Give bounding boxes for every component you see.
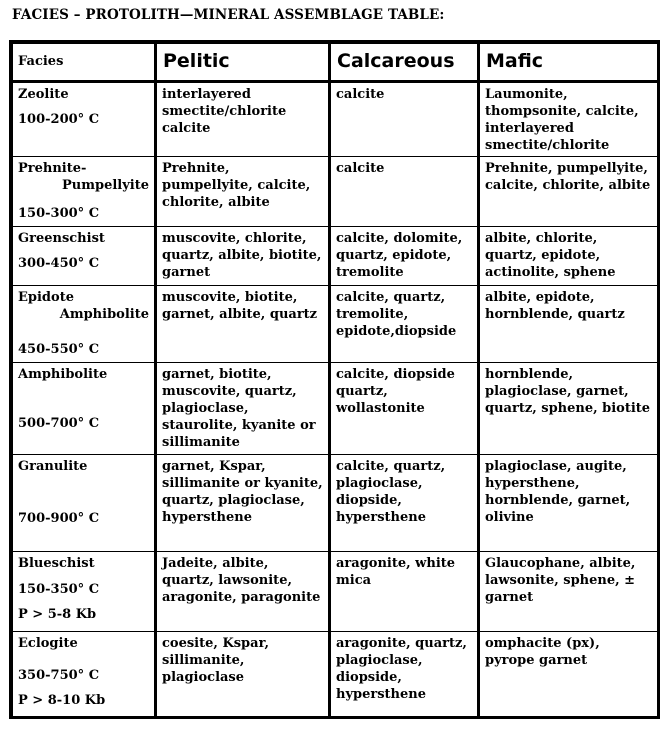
facies-cell [13,552,156,632]
facies-temperature: 500-700° C [18,416,100,431]
table-row [13,286,658,363]
pelitic-cell: interlayered smectite/chlorite calcite [156,82,330,157]
table-row [13,455,658,552]
facies-cell [13,455,156,552]
mafic-cell: plagioclase, augite, hypersthene, hornblende, garnet, olivine [479,455,658,552]
facies-name: Amphibolite [18,367,108,382]
facies-name: Prehnite- [18,161,87,176]
facies-name-continued: Pumpellyite [62,178,149,193]
facies-pressure: P > 8-10 Kb [18,693,106,708]
facies-temperature: 700-900° C [18,511,100,526]
facies-cell [13,286,156,363]
calcareous-cell: aragonite, white mica [330,552,479,632]
header-pelitic: Pelitic [156,44,330,82]
facies-table-frame [9,40,660,719]
pelitic-cell: muscovite, chlorite, quartz, albite, biotite, garnet [156,227,330,286]
table-row [13,632,658,718]
facies-cell [13,632,156,718]
table-row [13,157,658,227]
page-title: FACIES – PROTOLITH—MINERAL ASSEMBLAGE TABLE: [12,7,445,23]
table-row [13,227,658,286]
pelitic-cell: coesite, Kspar, sillimanite, plagioclase [156,632,330,718]
table-row [13,82,658,157]
facies-pressure: P > 5-8 Kb [18,607,97,622]
facies-temperature: 100-200° C [18,112,100,127]
calcareous-cell: calcite, quartz, plagioclase, diopside, hypersthene [330,455,479,552]
facies-name: Zeolite [18,87,69,102]
calcareous-cell: calcite [330,157,479,227]
facies-name-continued: Amphibolite [59,307,149,322]
facies-name: Blueschist [18,556,95,571]
table-row [13,363,658,455]
pelitic-cell: garnet, biotite, muscovite, quartz, plagioclase, staurolite, kyanite or sillimanite [156,363,330,455]
mafic-cell: albite, epidote, hornblende, quartz [479,286,658,363]
facies-table [12,43,658,718]
calcareous-cell: calcite, diopside quartz, wollastonite [330,363,479,455]
facies-cell [13,157,156,227]
header-calcareous: Calcareous [330,44,479,82]
pelitic-cell: Prehnite, pumpellyite, calcite, chlorite, albite [156,157,330,227]
calcareous-cell: aragonite, quartz, plagioclase, diopside, hypersthene [330,632,479,718]
mafic-cell: hornblende, plagioclase, garnet, quartz, sphene, biotite [479,363,658,455]
facies-name: Granulite [18,459,88,474]
facies-cell [13,82,156,157]
mafic-cell: Glaucophane, albite, lawsonite, sphene, ± garnet [479,552,658,632]
facies-name: Eclogite [18,636,78,651]
mafic-cell: omphacite (px), pyrope garnet [479,632,658,718]
calcareous-cell: calcite [330,82,479,157]
calcareous-cell: calcite, quartz, tremolite, epidote,diopside [330,286,479,363]
header-facies: Facies [13,44,156,82]
calcareous-cell: calcite, dolomite, quartz, epidote, tremolite [330,227,479,286]
header-row [13,44,658,82]
facies-name: Greenschist [18,231,105,246]
facies-cell [13,227,156,286]
facies-cell [13,363,156,455]
mafic-cell: Laumonite, thompsonite, calcite, interlayered smectite/chlorite [479,82,658,157]
facies-conditions [18,577,99,627]
pelitic-cell: Jadeite, albite, quartz, lawsonite, aragonite, paragonite [156,552,330,632]
pelitic-cell: muscovite, biotite, garnet, albite, quartz [156,286,330,363]
facies-temperature: 450-550° C [18,342,100,357]
header-mafic: Mafic [479,44,658,82]
facies-temperature: 150-300° C [18,206,100,221]
facies-temperature: 150-350° C [18,582,100,597]
facies-temperature: 300-450° C [18,256,100,271]
facies-name: Epidote [18,290,74,305]
table-row [13,552,658,632]
facies-conditions [18,663,105,713]
facies-temperature: 350-750° C [18,668,100,683]
pelitic-cell: garnet, Kspar, sillimanite or kyanite, quartz, plagioclase, hypersthene [156,455,330,552]
mafic-cell: albite, chlorite, quartz, epidote, actinolite, sphene [479,227,658,286]
mafic-cell: Prehnite, pumpellyite, calcite, chlorite, albite [479,157,658,227]
